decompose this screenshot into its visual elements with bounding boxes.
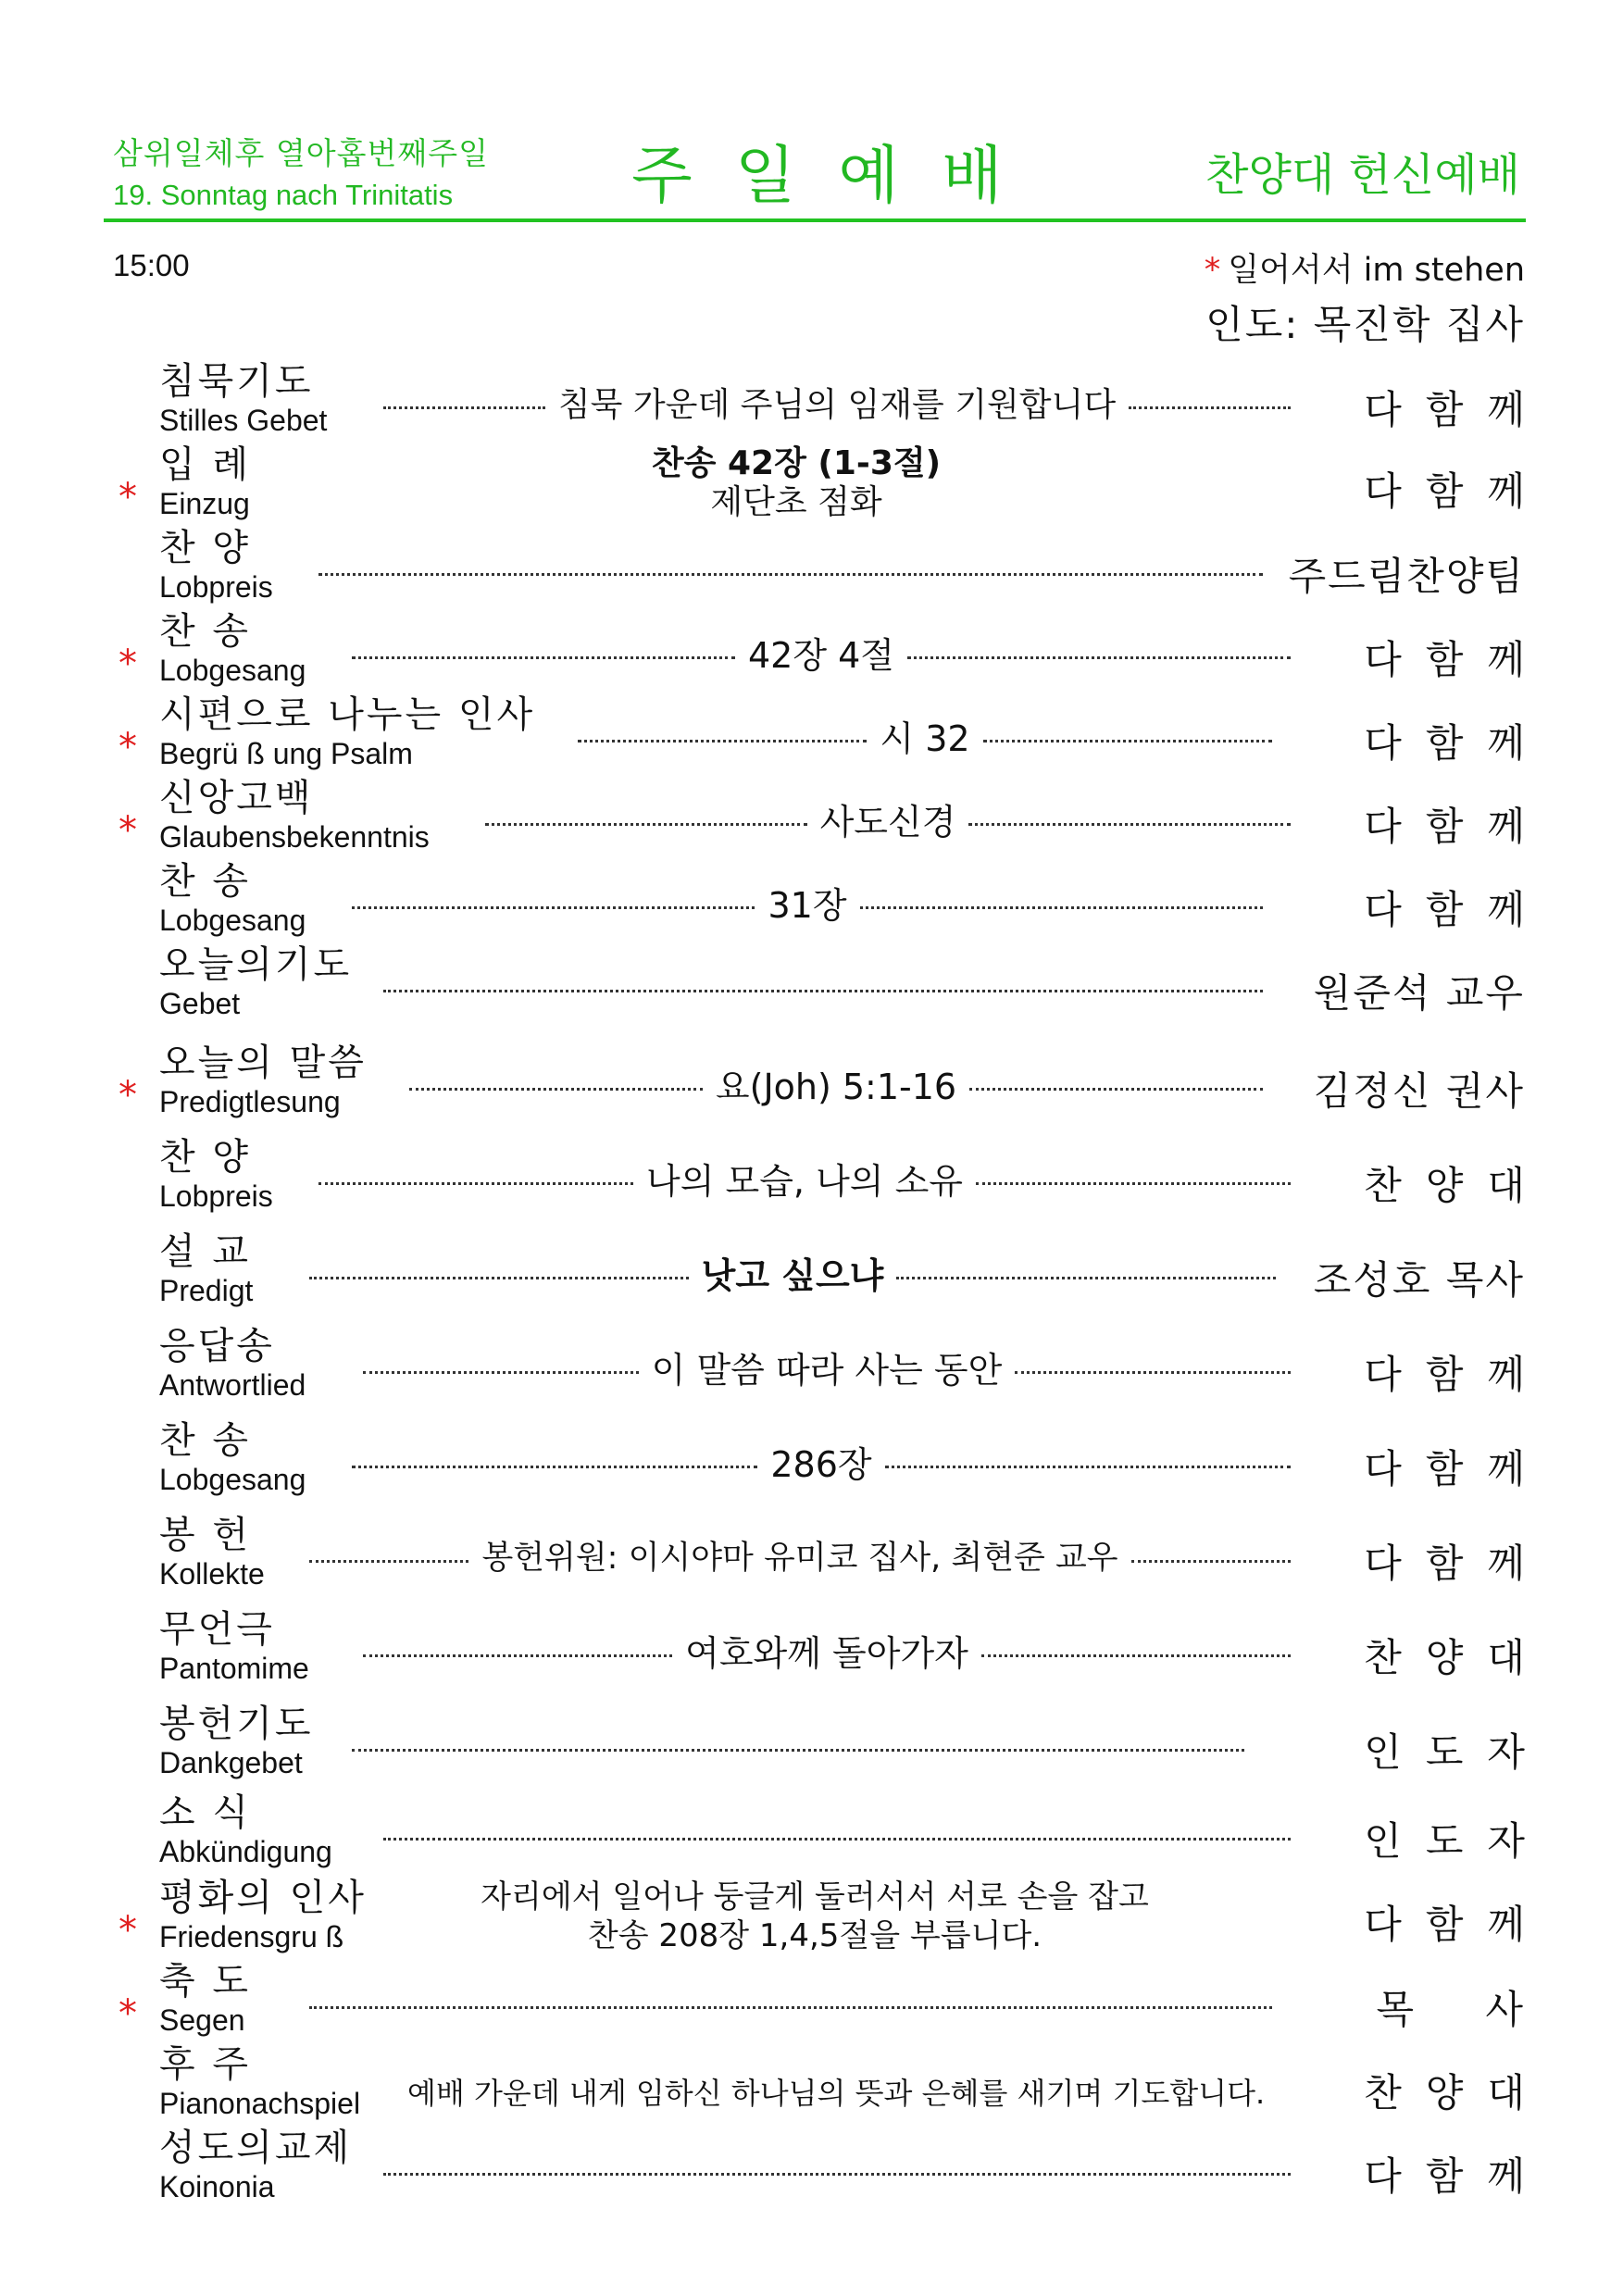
item-name	[159, 1959, 251, 2037]
dot-leader	[1131, 1560, 1291, 1563]
dot-leader	[352, 906, 755, 909]
item-name-ko: 찬 양	[159, 1136, 251, 1179]
item-content: 42장 4절	[747, 634, 895, 676]
item-name-de: Predigt	[159, 1274, 254, 1307]
item-name-de: Lobpreis	[159, 570, 273, 604]
item-name-de: Dankgebet	[159, 1746, 303, 1779]
item-leader-line	[565, 713, 1285, 757]
item-responsible: 주드림찬양팀	[1288, 554, 1525, 599]
service-title: 주일예배	[631, 140, 1045, 213]
item-responsible: 찬양대	[1364, 1635, 1549, 1680]
item-leader-line	[306, 546, 1276, 591]
item-leader-line	[396, 1061, 1276, 1105]
item-leader-line	[339, 1439, 1304, 1483]
item-name-ko: 봉 헌	[159, 1514, 251, 1556]
dot-leader	[363, 1654, 672, 1657]
item-name-de: Gebet	[159, 987, 241, 1020]
dot-leader	[318, 1182, 633, 1185]
item-responsible: 원준석 교우	[1313, 970, 1525, 1016]
item-name-ko: 봉헌기도	[159, 1703, 314, 1745]
dot-leader	[352, 1466, 757, 1468]
item-name-de: Friedensgru ß	[159, 1920, 344, 1953]
item-leader-line	[306, 1155, 1304, 1200]
standing-mark: *	[119, 809, 137, 852]
service-time: 15:00	[113, 248, 190, 282]
item-responsible: 목 사	[1376, 1987, 1525, 2032]
item-name	[159, 942, 352, 1020]
item-responsible: 다함께	[1364, 2153, 1549, 2199]
dot-leader	[318, 573, 1263, 576]
item-leader-line	[350, 1628, 1304, 1672]
item-name-de: Segen	[159, 2003, 245, 2037]
sunday-de: 19. Sonntag nach Trinitatis	[113, 179, 454, 211]
item-name-ko: 소 식	[159, 1791, 251, 1834]
item-name-de: Lobpreis	[159, 1179, 273, 1213]
item-name-ko: 찬 송	[159, 1419, 251, 1462]
item-name-ko: 시편으로 나누는 인사	[159, 693, 536, 736]
item-name-de: Glaubensbekenntnis	[159, 820, 430, 854]
item-content: 침묵 가운데 주님의 임재를 기원합니다	[557, 385, 1117, 424]
item-name	[159, 1791, 332, 1868]
item-responsible: 인도자	[1364, 1818, 1549, 1864]
standing-note	[1205, 244, 1525, 291]
item-name	[159, 1229, 253, 1307]
item-name	[159, 1041, 367, 1118]
item-responsible: 찬양대	[1364, 2070, 1549, 2115]
item-leader-line	[296, 1533, 1304, 1578]
dot-leader	[1129, 406, 1291, 409]
item-name	[159, 693, 535, 770]
item-name-ko: 입 례	[159, 443, 251, 486]
dot-leader	[969, 1088, 1263, 1091]
item-content: 시 32	[880, 718, 970, 759]
item-name-de: Pianonachspiel	[159, 2087, 361, 2120]
content-line-1: 자리에서 일어나 둥글게 둘러서서 서로 손을 잡고	[481, 1878, 1149, 1915]
item-content: 여호와께 돌아가자	[685, 1632, 968, 1674]
item-name-ko: 침묵기도	[159, 360, 314, 403]
item-responsible: 다함께	[1364, 887, 1549, 932]
item-name-ko: 후 주	[159, 2043, 251, 2086]
item-responsible: 인도자	[1364, 1729, 1549, 1775]
item-responsible: 조성호 목사	[1313, 1257, 1525, 1303]
item-responsible: 다함께	[1364, 637, 1549, 682]
dot-leader	[309, 1560, 468, 1563]
item-name	[159, 2126, 352, 2203]
standing-mark: *	[119, 1074, 137, 1117]
item-leader-line	[472, 796, 1304, 841]
dot-leader	[885, 1466, 1291, 1468]
item-name-ko: 무언극	[159, 1608, 275, 1651]
item-name-de: Antwortlied	[159, 1368, 306, 1402]
dot-leader	[578, 740, 867, 742]
item-name	[159, 1513, 265, 1591]
dot-leader	[896, 1277, 1276, 1279]
dot-leader	[907, 656, 1291, 659]
item-name	[159, 609, 306, 687]
item-content: 사도신경	[819, 801, 956, 842]
item-name-ko: 응답송	[159, 1325, 275, 1367]
item-name-ko: 오늘의 말씀	[159, 1042, 367, 1084]
dot-leader	[976, 1182, 1291, 1185]
dot-leader	[485, 823, 807, 826]
item-leader-line	[296, 1979, 1285, 2024]
item-content	[611, 444, 981, 522]
bulletin-header	[104, 109, 1526, 222]
item-responsible: 다함께	[1364, 387, 1549, 432]
dot-leader	[983, 740, 1272, 742]
dot-leader	[409, 1088, 703, 1091]
item-name-ko: 찬 송	[159, 860, 251, 903]
item-name	[159, 776, 430, 854]
standing-mark: *	[1204, 252, 1221, 289]
item-name-de: Kollekte	[159, 1557, 265, 1591]
standing-mark: *	[119, 643, 137, 685]
item-name-de: Predigtlesung	[159, 1085, 341, 1118]
dot-leader	[383, 2173, 1291, 2176]
item-name-ko: 찬 송	[159, 610, 251, 653]
item-leader-line	[370, 1811, 1304, 1855]
dot-leader	[363, 1371, 639, 1374]
item-leader-line	[339, 880, 1276, 924]
item-leader-line	[370, 380, 1304, 424]
item-responsible: 다함께	[1364, 1541, 1549, 1586]
item-name-de: Koinonia	[159, 2170, 275, 2203]
dot-leader	[309, 1277, 689, 1279]
item-content: 예배 가운데 내게 임하신 하나님의 뜻과 은혜를 새기며 기도합니다.	[407, 2076, 1266, 2111]
item-responsible: 김정신 권사	[1313, 1068, 1525, 1114]
dot-leader	[981, 1654, 1291, 1657]
item-responsible: 다함께	[1364, 468, 1549, 514]
worship-leader: 인도: 목진학 집사	[1205, 302, 1525, 347]
item-responsible: 다함께	[1364, 1446, 1549, 1491]
dot-leader	[352, 1749, 1244, 1752]
item-leader-line	[296, 1250, 1289, 1294]
item-responsible: 찬양대	[1364, 1163, 1549, 1208]
item-name-de: Lobgesang	[159, 1463, 306, 1496]
item-name-ko: 찬 양	[159, 527, 251, 569]
dot-leader	[968, 823, 1291, 826]
item-name-ko: 평화의 인사	[159, 1877, 367, 1919]
item-leader-line	[350, 1344, 1304, 1389]
item-leader-line	[339, 1722, 1257, 1766]
item-leader-line	[339, 630, 1304, 674]
content-line-1: 찬송 42장 (1-3절)	[651, 444, 942, 482]
standing-mark: *	[119, 1992, 137, 2035]
item-name	[159, 526, 273, 604]
item-name	[159, 359, 327, 437]
dot-leader	[860, 906, 1263, 909]
item-content: 요(Joh) 5:1-16	[715, 1066, 957, 1107]
item-name-ko: 오늘의기도	[159, 943, 353, 986]
item-responsible: 다함께	[1364, 804, 1549, 849]
item-content	[463, 1878, 1167, 1955]
item-content: 나의 모습, 나의 소유	[646, 1160, 963, 1202]
item-content: 286장	[770, 1443, 872, 1485]
item-name	[159, 1702, 314, 1779]
dot-leader	[383, 406, 545, 409]
dot-leader	[309, 2006, 1272, 2009]
standing-mark: *	[119, 726, 137, 768]
dot-leader	[383, 1838, 1291, 1841]
standing-text: 일어서서 im stehen	[1228, 252, 1525, 289]
sunday-label	[113, 130, 489, 212]
item-name	[159, 859, 306, 937]
item-responsible: 다함께	[1364, 1352, 1549, 1397]
item-responsible: 다함께	[1364, 1902, 1549, 1947]
item-content: 낫고 싶으냐	[701, 1254, 884, 1296]
sunday-ko: 삼위일체후 열아홉번째주일	[113, 135, 490, 171]
item-name-de: Einzug	[159, 487, 250, 520]
item-name-de: Lobgesang	[159, 904, 306, 937]
item-leader-line	[370, 2146, 1304, 2190]
standing-mark: *	[119, 1909, 137, 1952]
item-name-de: Lobgesang	[159, 654, 306, 687]
item-name	[159, 1418, 306, 1496]
content-line-2: 제단초 점화	[710, 483, 882, 521]
item-name	[159, 1324, 306, 1402]
item-content: 31장	[768, 884, 847, 926]
standing-mark: *	[119, 476, 137, 518]
dot-leader	[383, 990, 1263, 992]
item-name	[159, 1607, 309, 1685]
item-name-ko: 신앙고백	[159, 777, 314, 819]
item-name-ko: 축 도	[159, 1960, 251, 2003]
service-subtitle: 찬양대 헌신예배	[1205, 149, 1520, 201]
dot-leader	[352, 656, 735, 659]
item-name	[159, 2042, 360, 2120]
item-responsible: 다함께	[1364, 720, 1549, 766]
item-content: 봉헌위원: 이시야마 유미코 집사, 최현준 교우	[481, 1540, 1118, 1577]
item-name-de: Pantomime	[159, 1652, 309, 1685]
item-name-ko: 성도의교제	[159, 2127, 353, 2169]
item-name	[159, 1135, 273, 1213]
item-name-de: Abkündigung	[159, 1835, 332, 1868]
item-name-ko: 설 교	[159, 1230, 251, 1273]
item-content: 이 말씀 따라 사는 동안	[651, 1349, 1003, 1391]
item-name-de: Begrü ß ung Psalm	[159, 737, 413, 770]
item-name	[159, 443, 251, 520]
dot-leader	[1015, 1371, 1291, 1374]
item-name-de: Stilles Gebet	[159, 404, 328, 437]
item-leader-line	[370, 963, 1276, 1007]
content-line-2: 찬송 208장 1,4,5절을 부릅니다.	[587, 1917, 1042, 1954]
item-name	[159, 1876, 367, 1953]
